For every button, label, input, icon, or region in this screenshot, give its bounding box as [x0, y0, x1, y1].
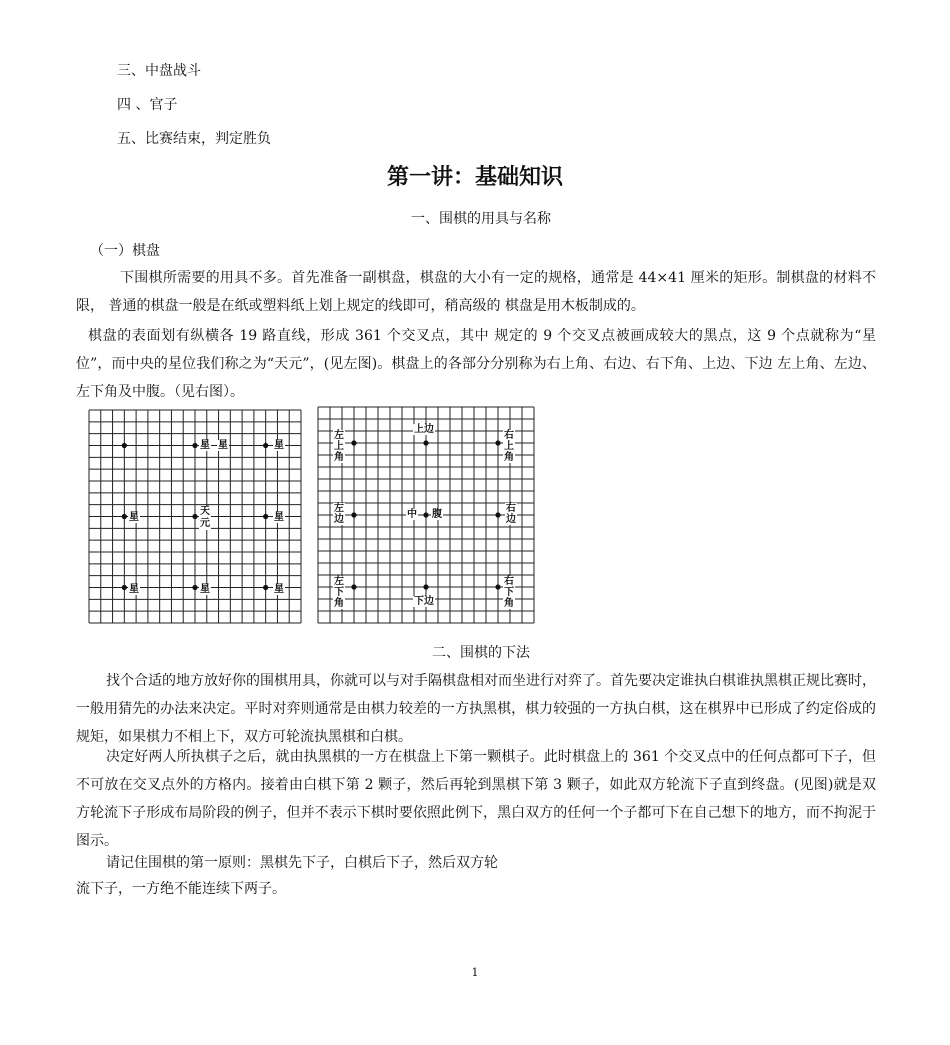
label-bottom-left-c3: 角: [334, 598, 344, 609]
star-point: [351, 584, 356, 589]
label-top-right-c1: 右: [504, 430, 514, 441]
label-right-c1: 右: [506, 503, 516, 514]
star-label-mid-right: 星: [274, 512, 284, 523]
toc-item-4: 四 、官子: [117, 97, 178, 113]
star-point: [423, 440, 428, 445]
label-left-side: [333, 503, 345, 525]
star-label-bottom-center: 星: [200, 584, 210, 595]
star-point: [495, 440, 500, 445]
left-go-board: [88, 409, 302, 624]
label-left-c2: 边: [334, 514, 344, 525]
toc-item-5: 五、比赛结束，判定胜负: [117, 131, 271, 147]
label-bottom-side: 下边: [414, 596, 434, 607]
section1-heading: 一、围棋的用具与名称: [411, 211, 551, 227]
page-number: 1: [471, 966, 479, 979]
label-top-left-c3: 角: [334, 452, 344, 463]
label-top-right-c2: 上: [504, 441, 514, 452]
star-point: [495, 584, 500, 589]
section2-heading: 二、围棋的下法: [432, 645, 530, 661]
section2-paragraph-3-line-2: 流下子，一方绝不能连续下两子。: [76, 881, 286, 897]
section2-paragraph-2: 决定好两人所执棋子之后，就由执黑棋的一方在棋盘上下第一颗棋子。此时棋盘上的 361 个交叉点中的任何点都可下子，但不可放在交叉点外的方格内。接着由白棋下第 2 颗子，然后再轮到黑棋下第 3 颗子，如此双方轮流下子直到终盘。(见图)就是双方轮流下子形成布局阶段的例子，但并不表示下棋时要依照此例下，黑白双方的任何一个子都可下在自己想下的地方，而不拘泥于图示。: [76, 749, 876, 849]
section1-paragraph-1: 下围棋所需要的用具不多。首先准备一副棋盘，棋盘的大小有一定的规格，通常是 44×41 厘米的矩形。制棋盘的材料不限， 普通的棋盘一般是在纸或塑料纸上划上规定的线即可，稍高级的 棋盘是用木板制成的。: [76, 270, 876, 314]
label-center-a: 中: [407, 509, 417, 520]
label-top-right-corner: [503, 430, 515, 463]
star-label-bottom-left: 星: [129, 584, 139, 595]
star-point: [423, 512, 428, 517]
star-point: [423, 584, 428, 589]
star-point: [122, 443, 127, 448]
label-bottom-right-c3: 角: [504, 598, 514, 609]
page-title: 第一讲：基础知识: [386, 165, 563, 190]
label-top-side: 上边: [414, 424, 434, 435]
left-board-grid: [88, 409, 302, 624]
label-bottom-left-corner: [333, 576, 345, 609]
label-left-c1: 左: [334, 503, 344, 514]
label-center-b: 腹: [432, 509, 442, 520]
label-top-left-c2: 上: [334, 441, 344, 452]
star-point: [263, 514, 268, 519]
star-point: [263, 585, 268, 590]
star-point: [495, 512, 500, 517]
star-point: [351, 440, 356, 445]
star-label-top-left: 星: [218, 440, 228, 451]
label-top-left-corner: [333, 430, 345, 463]
label-bottom-left-c1: 左: [334, 576, 344, 587]
label-top-right-c3: 角: [504, 452, 514, 463]
tengen-label-char-1: 天: [200, 506, 210, 517]
star-label-mid-left: 星: [129, 512, 139, 523]
section2-paragraph-3-line-1: 请记住围棋的第一原则：黑棋先下子，白棋后下子，然后双方轮: [106, 855, 498, 871]
label-bottom-right-corner: [503, 576, 515, 609]
star-point: [192, 514, 197, 519]
star-label-top-center: 星: [200, 440, 210, 451]
star-point: [122, 585, 127, 590]
star-point: [192, 443, 197, 448]
star-point: [192, 585, 197, 590]
star-point: [122, 514, 127, 519]
toc-item-3: 三、中盘战斗: [117, 63, 201, 79]
tengen-label-char-2: 元: [200, 518, 210, 529]
section1-paragraph-2: 棋盘的表面划有纵横各 19 路直线，形成 361 个交叉点，其中 规定的 9 个交叉点被画成较大的黑点，这 9 个点就称为“星位”，而中央的星位我们称之为“天元”，(见左图)。棋盘上的各部分分别称为右上角、右边、右下角、上边、下边 左上角、左边、左下角及中腹。（见右图）。: [76, 328, 876, 400]
section1-subheading: （一）棋盘: [90, 243, 160, 259]
label-bottom-right-c1: 右: [504, 576, 514, 587]
label-top-left-c1: 左: [334, 430, 344, 441]
label-right-side: [505, 503, 517, 525]
section2-paragraph-1: 找个合适的地方放好你的围棋用具，你就可以与对手隔棋盘相对而坐进行对弈了。首先要决定谁执白棋谁执黑棋正规比赛时，一般用猜先的办法来决定。平时对弈则通常是由棋力较差的一方执黑棋，棋力较强的一方执白棋，这在棋界中已形成了约定俗成的规矩，如果棋力不相上下，双方可轮流执黑棋和白棋。: [76, 673, 876, 745]
label-right-c2: 边: [506, 514, 516, 525]
star-point: [351, 512, 356, 517]
right-go-board: [317, 406, 535, 624]
label-bottom-left-c2: 下: [334, 587, 344, 598]
star-point: [263, 443, 268, 448]
tengen-label: [199, 506, 211, 530]
star-label-bottom-right: 星: [274, 584, 284, 595]
label-bottom-right-c2: 下: [504, 587, 514, 598]
star-label-top-right: 星: [274, 440, 284, 451]
